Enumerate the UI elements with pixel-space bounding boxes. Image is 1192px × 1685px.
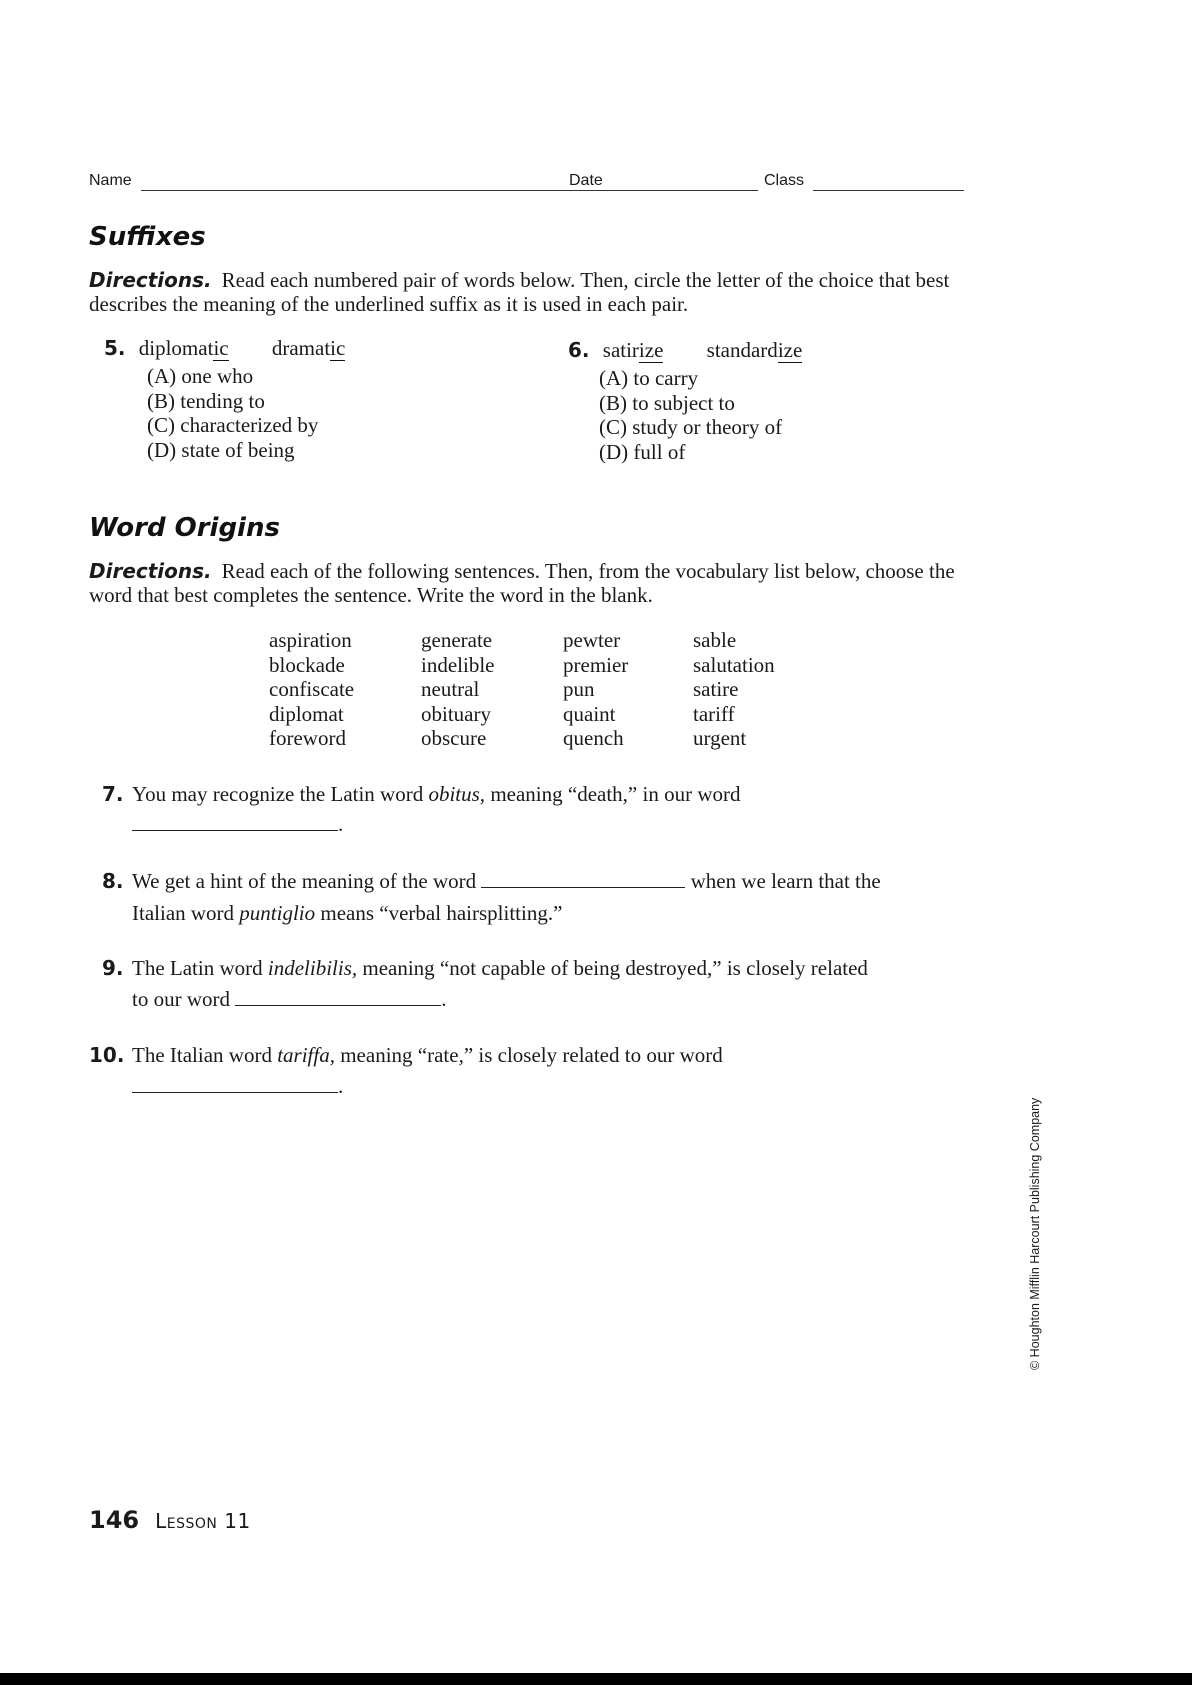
date-label: Date bbox=[569, 172, 603, 189]
question-number: 10. bbox=[89, 1043, 125, 1067]
word-column-4 bbox=[693, 628, 775, 751]
vocab-word: pun bbox=[563, 677, 595, 701]
sentence-text-line-2: Italian word puntiglio means “verbal hairsplitting.” bbox=[132, 901, 563, 925]
word-column-3 bbox=[563, 628, 628, 751]
page-footer bbox=[89, 1506, 251, 1534]
directions-text: Read each of the following sentences. Then, from the vocabulary list below, choose the word that best completes the sentence. Write the word in the blank. bbox=[89, 559, 955, 607]
answer-blank[interactable] bbox=[481, 869, 685, 888]
vocab-word: aspiration bbox=[269, 628, 352, 652]
name-field[interactable] bbox=[141, 190, 653, 191]
vocab-word: pewter bbox=[563, 628, 621, 652]
copyright-notice: © Houghton Mifflin Harcourt Publishing Company bbox=[1028, 1097, 1042, 1370]
suffixes-heading: Suffixes bbox=[89, 222, 206, 252]
question-number: 6. bbox=[568, 338, 590, 362]
question-6 bbox=[568, 338, 968, 468]
underlined-suffix: ic bbox=[330, 336, 346, 360]
answer-choices bbox=[599, 366, 782, 464]
name-label: Name bbox=[89, 172, 132, 189]
page-number: 146 bbox=[89, 1506, 140, 1534]
sentence-text: The Latin word indelibilis, meaning “not capable of being destroyed,” is closely related bbox=[132, 956, 868, 980]
choice-c[interactable]: (C) study or theory of bbox=[599, 415, 783, 439]
date-field[interactable] bbox=[608, 190, 758, 191]
question-number: 7. bbox=[102, 782, 124, 806]
vocab-word: tariff bbox=[693, 701, 735, 726]
vocab-word: sable bbox=[693, 628, 737, 652]
class-label: Class bbox=[764, 172, 805, 189]
vocab-word: confiscate bbox=[269, 677, 355, 701]
underlined-suffix: ize bbox=[638, 338, 664, 362]
vocab-word: generate bbox=[421, 628, 493, 652]
question-number: 5. bbox=[104, 336, 126, 360]
vocab-word: foreword bbox=[269, 726, 346, 750]
question-number: 9. bbox=[102, 956, 124, 980]
underlined-suffix: ize bbox=[777, 338, 803, 362]
vocab-word: neutral bbox=[421, 677, 480, 701]
question-8 bbox=[89, 865, 989, 929]
sentence-text-line-2: to our word . bbox=[132, 987, 447, 1011]
vocab-word: quaint bbox=[563, 701, 616, 726]
vocab-word: urgent bbox=[693, 726, 747, 750]
answer-choices bbox=[147, 364, 318, 462]
vocab-word: salutation bbox=[693, 652, 775, 677]
word-1: satirize bbox=[602, 338, 664, 362]
sentence-text: We get a hint of the meaning of the word when we learn that the bbox=[132, 869, 881, 893]
question-number: 8. bbox=[102, 869, 124, 893]
word-origins-heading: Word Origins bbox=[89, 513, 280, 543]
answer-blank[interactable] bbox=[235, 987, 441, 1006]
choice-d[interactable]: (D) full of bbox=[599, 439, 686, 464]
vocab-word: obscure bbox=[421, 726, 487, 750]
choice-a[interactable]: (A) one who bbox=[147, 364, 254, 388]
vocab-word: obituary bbox=[421, 701, 491, 726]
student-info-header bbox=[89, 172, 964, 196]
choice-d[interactable]: (D) state of being bbox=[147, 437, 295, 462]
directions-label: Directions. bbox=[89, 559, 212, 583]
sentence-text: The Italian word tariffa, meaning “rate,” is closely related to our word bbox=[132, 1043, 723, 1067]
question-7: 7. You may recognize the Latin word obitus, meaning “death,” in our word . bbox=[89, 778, 989, 840]
answer-blank[interactable] bbox=[132, 1074, 338, 1093]
word-origins-directions bbox=[89, 559, 979, 607]
vocab-word: premier bbox=[563, 652, 629, 677]
word-column-1 bbox=[269, 628, 354, 751]
question-9 bbox=[89, 952, 989, 1016]
vocab-word: quench bbox=[563, 726, 624, 750]
question-5 bbox=[104, 336, 504, 466]
directions-text: Read each numbered pair of words below. Then, circle the letter of the choice that best describes the meaning of the underlined suffix as it is used in each pair. bbox=[89, 268, 950, 316]
choice-c[interactable]: (C) characterized by bbox=[147, 413, 319, 437]
vocab-word: indelible bbox=[421, 652, 495, 677]
class-field[interactable] bbox=[813, 190, 964, 191]
choice-b[interactable]: (B) tending to bbox=[147, 388, 265, 413]
choice-a[interactable]: (A) to carry bbox=[599, 366, 699, 390]
vocabulary-list bbox=[269, 628, 809, 753]
directions-label: Directions. bbox=[89, 268, 212, 292]
word-column-2 bbox=[421, 628, 494, 751]
vocab-word: satire bbox=[693, 677, 739, 701]
word-2: dramatic bbox=[271, 336, 346, 360]
sentence-text: You may recognize the Latin word obitus, meaning “death,” in our word bbox=[132, 782, 741, 806]
answer-blank[interactable] bbox=[132, 812, 338, 831]
vocab-word: diplomat bbox=[269, 701, 344, 726]
choice-b[interactable]: (B) to subject to bbox=[599, 390, 735, 415]
lesson-label: Lesson 11 bbox=[155, 1509, 251, 1533]
bottom-scan-border bbox=[0, 1673, 1192, 1685]
question-10: 10. The Italian word tariffa, meaning “rate,” is closely related to our word . bbox=[89, 1039, 989, 1103]
word-2: standardize bbox=[706, 338, 803, 362]
underlined-suffix: ic bbox=[213, 336, 229, 360]
suffixes-directions bbox=[89, 268, 979, 316]
word-1: diplomatic bbox=[138, 336, 229, 360]
vocab-word: blockade bbox=[269, 652, 345, 677]
